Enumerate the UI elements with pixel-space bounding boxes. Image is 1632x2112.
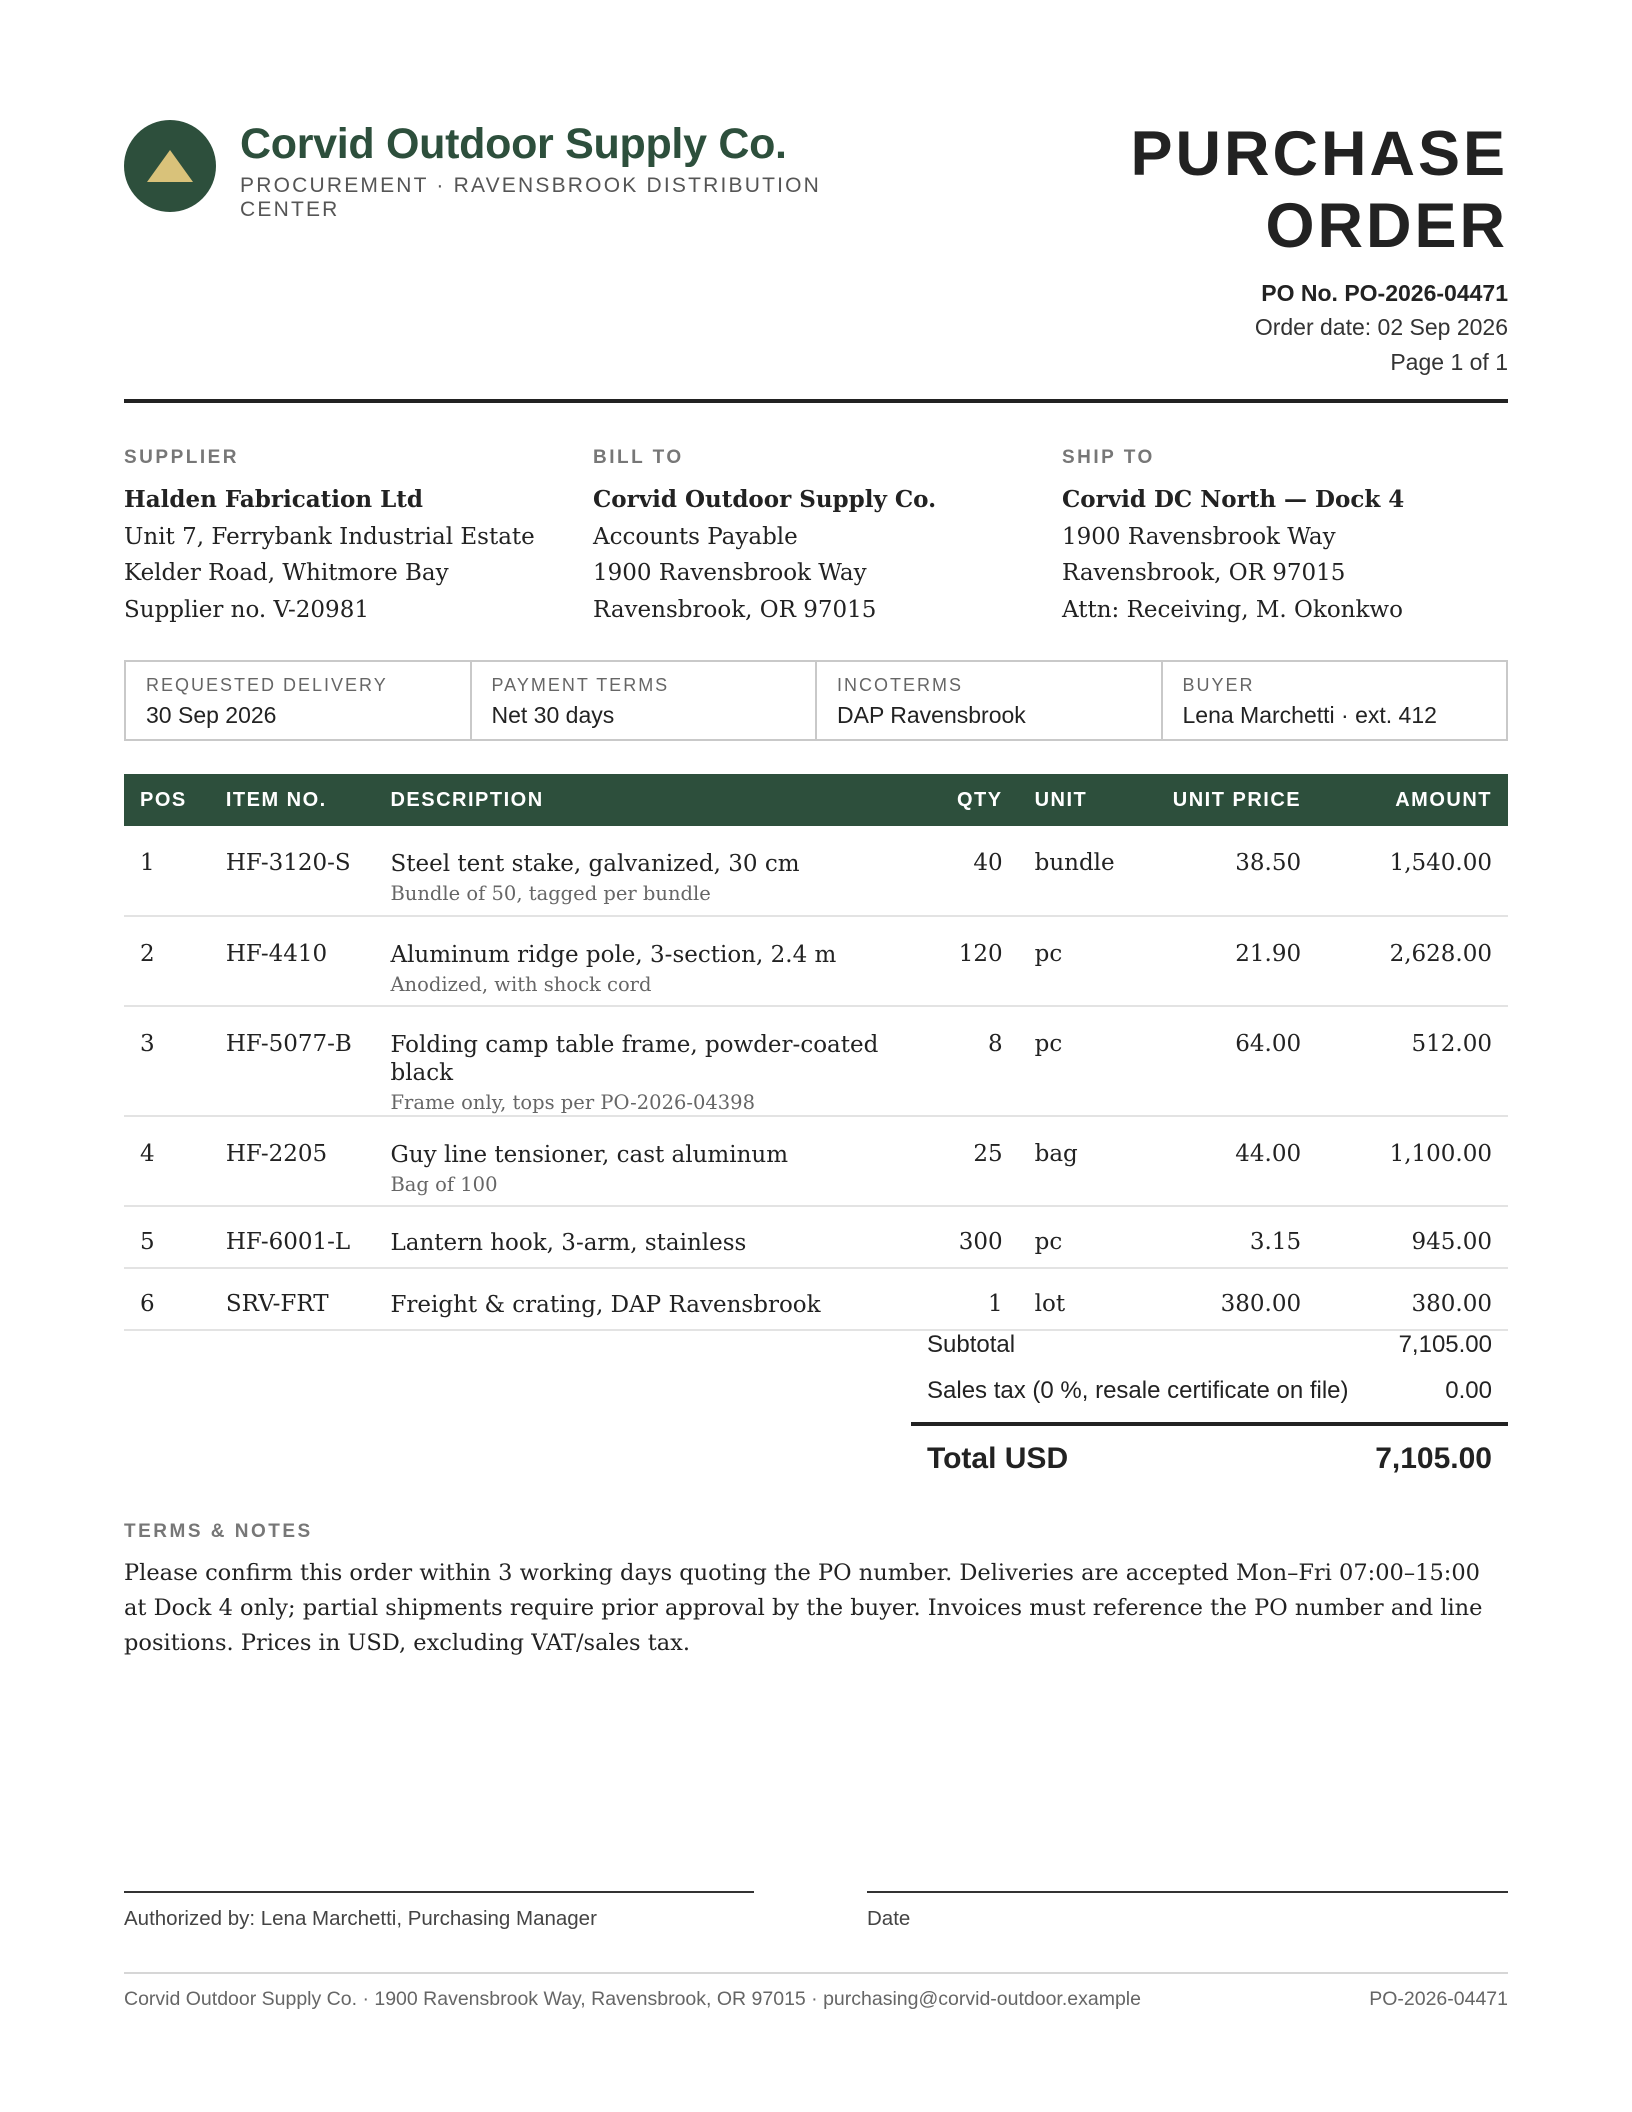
cell-amount: 1,540.00 xyxy=(1317,826,1508,916)
cell-pos: 5 xyxy=(124,1206,210,1268)
buyer-cell xyxy=(1163,662,1507,739)
cell-pos: 3 xyxy=(124,1006,210,1116)
supplier-label: SUPPLIER xyxy=(124,447,240,468)
cell-qty: 40 xyxy=(937,826,1019,916)
cell-pos: 2 xyxy=(124,916,210,1006)
item-description: Guy line tensioner, cast aluminum xyxy=(390,1142,789,1168)
bill-to-line: Ravensbrook, OR 97015 xyxy=(593,596,877,623)
subtotal-label: Subtotal xyxy=(927,1331,1016,1358)
meta-label: INCOTERMS xyxy=(837,675,963,695)
table-row xyxy=(124,1116,1508,1206)
tax-value: 0.00 xyxy=(1445,1377,1492,1404)
cell-item-no: SRV-FRT xyxy=(210,1268,375,1330)
company-subtitle: PROCUREMENT · RAVENSBROOK DISTRIBUTION CENTER xyxy=(240,174,822,221)
cell-unit-price: 21.90 xyxy=(1131,916,1317,1006)
cell-item-no: HF-4410 xyxy=(210,916,375,1006)
po-number: PO No. PO-2026-04471 xyxy=(1261,280,1508,306)
table-row xyxy=(124,1206,1508,1268)
meta-label: REQUESTED DELIVERY xyxy=(146,675,388,695)
payment-terms-value: Net 30 days xyxy=(491,702,615,728)
cell-amount: 945.00 xyxy=(1317,1206,1508,1268)
cell-description xyxy=(374,826,936,916)
cell-item-no: HF-6001-L xyxy=(210,1206,375,1268)
cell-unit: bag xyxy=(1019,1116,1131,1206)
table-row xyxy=(124,826,1508,916)
table-row xyxy=(124,1006,1508,1116)
item-note: Frame only, tops per PO-2026-04398 xyxy=(390,1091,755,1114)
date-signature-line: Date xyxy=(867,1891,1508,1933)
ship-to-block xyxy=(1062,446,1502,628)
page-number: Page 1 of 1 xyxy=(1390,349,1508,375)
col-header-unit: UNIT xyxy=(1019,774,1131,826)
bill-to-line: 1900 Ravensbrook Way xyxy=(593,560,867,586)
supplier-name: Halden Fabrication Ltd xyxy=(124,486,423,513)
cell-unit: pc xyxy=(1019,1006,1131,1116)
table-header-row xyxy=(124,774,1508,826)
cell-pos: 4 xyxy=(124,1116,210,1206)
order-date: Order date: 02 Sep 2026 xyxy=(1254,314,1508,340)
item-note: Bag of 100 xyxy=(390,1173,498,1196)
terms-label: TERMS & NOTES xyxy=(124,1521,313,1542)
meta-label: BUYER xyxy=(1182,675,1255,695)
col-header-item: ITEM NO. xyxy=(210,774,375,826)
incoterms-value: DAP Ravensbrook xyxy=(837,702,1026,728)
cell-amount: 2,628.00 xyxy=(1317,916,1508,1006)
col-header-qty: QTY xyxy=(937,774,1019,826)
cell-unit: pc xyxy=(1019,1206,1131,1268)
cell-qty: 300 xyxy=(937,1206,1019,1268)
authorized-signature-line: Authorized by: Lena Marchetti, Purchasing Manager xyxy=(124,1891,754,1933)
item-description: Steel tent stake, galvanized, 30 cm xyxy=(390,851,800,877)
total-value: 7,105.00 xyxy=(1375,1442,1492,1475)
total-row xyxy=(911,1426,1508,1478)
item-description: Aluminum ridge pole, 3-section, 2.4 m xyxy=(390,942,837,968)
supplier-block xyxy=(124,446,564,628)
cell-description xyxy=(374,916,936,1006)
terms-text: Please confirm this order within 3 working days quoting the PO number. Deliveries are accepted Mon–Fri 07:00–15:00 at Dock 4 only; partial shipments require prior approval by the buyer. Invoices must reference the PO number and line positions. Prices in USD, excluding VAT/sales tax. xyxy=(124,1560,1483,1656)
document-title-line2: ORDER xyxy=(1265,191,1508,261)
ship-to-line: Ravensbrook, OR 97015 xyxy=(1062,560,1346,586)
cell-description xyxy=(374,1206,936,1268)
line-items-table xyxy=(124,774,1508,1331)
bill-to-line: Accounts Payable xyxy=(593,523,798,550)
col-header-pos: POS xyxy=(124,774,210,826)
subtotal-value: 7,105.00 xyxy=(1398,1331,1492,1358)
col-header-unit-price: UNIT PRICE xyxy=(1131,774,1317,826)
supplier-address-line: Unit 7, Ferrybank Industrial Estate xyxy=(124,523,535,550)
payment-terms-cell xyxy=(472,662,818,739)
cell-amount: 380.00 xyxy=(1317,1268,1508,1330)
item-note: Bundle of 50, tagged per bundle xyxy=(390,882,711,905)
cell-qty: 8 xyxy=(937,1006,1019,1116)
bill-to-block xyxy=(593,446,1033,628)
document-title-line1: PURCHASE xyxy=(1130,119,1508,189)
cell-amount: 1,100.00 xyxy=(1317,1116,1508,1206)
total-label: Total USD xyxy=(927,1442,1069,1475)
cell-unit: bundle xyxy=(1019,826,1131,916)
bill-to-name: Corvid Outdoor Supply Co. xyxy=(593,486,937,513)
tax-label: Sales tax (0 %, resale certificate on file) xyxy=(927,1377,1349,1404)
header-divider xyxy=(124,399,1508,403)
supplier-number: Supplier no. V-20981 xyxy=(124,596,369,623)
cell-qty: 25 xyxy=(937,1116,1019,1206)
cell-unit-price: 38.50 xyxy=(1131,826,1317,916)
cell-unit: pc xyxy=(1019,916,1131,1006)
incoterms-cell xyxy=(817,662,1163,739)
footer-address: Corvid Outdoor Supply Co. · 1900 Ravensbrook Way, Ravensbrook, OR 97015 · purchasing@corvid-outdoor.example xyxy=(124,1988,1141,2010)
cell-unit: lot xyxy=(1019,1268,1131,1330)
bill-to-label: BILL TO xyxy=(593,447,684,468)
tax-row xyxy=(911,1368,1508,1414)
mountain-triangle-icon xyxy=(124,120,216,212)
requested-delivery-value: 30 Sep 2026 xyxy=(146,702,277,728)
cell-qty: 1 xyxy=(937,1268,1019,1330)
item-description: Lantern hook, 3-arm, stainless xyxy=(390,1230,747,1256)
cell-item-no: HF-5077-B xyxy=(210,1006,375,1116)
ship-to-label: SHIP TO xyxy=(1062,447,1155,468)
ship-to-attn: Attn: Receiving, M. Okonkwo xyxy=(1062,596,1403,623)
cell-description xyxy=(374,1268,936,1330)
totals-block xyxy=(911,1322,1508,1478)
page-footer xyxy=(124,1986,1508,2012)
item-note: Anodized, with shock cord xyxy=(390,973,652,996)
col-header-amount: AMOUNT xyxy=(1317,774,1508,826)
footer-divider xyxy=(124,1972,1508,1974)
item-description: Freight & crating, DAP Ravensbrook xyxy=(390,1292,821,1318)
company-name: Corvid Outdoor Supply Co. xyxy=(240,120,787,168)
cell-unit-price: 3.15 xyxy=(1131,1206,1317,1268)
footer-po-number: PO-2026-04471 xyxy=(1369,1988,1508,2010)
ship-to-name: Corvid DC North — Dock 4 xyxy=(1062,486,1405,513)
cell-amount: 512.00 xyxy=(1317,1006,1508,1116)
cell-qty: 120 xyxy=(937,916,1019,1006)
cell-description xyxy=(374,1006,936,1116)
table-row xyxy=(124,1268,1508,1330)
cell-unit-price: 380.00 xyxy=(1131,1268,1317,1330)
meta-label: PAYMENT TERMS xyxy=(491,675,670,695)
col-header-description: DESCRIPTION xyxy=(374,774,936,826)
item-description: Folding camp table frame, powder-coated black xyxy=(390,1032,879,1086)
requested-delivery-cell xyxy=(126,662,472,739)
company-logo xyxy=(124,120,216,212)
terms-section xyxy=(124,1520,1508,1661)
po-header xyxy=(1130,118,1508,380)
order-meta-box xyxy=(124,660,1508,741)
cell-unit-price: 64.00 xyxy=(1131,1006,1317,1116)
cell-item-no: HF-2205 xyxy=(210,1116,375,1206)
cell-description xyxy=(374,1116,936,1206)
supplier-address-line: Kelder Road, Whitmore Bay xyxy=(124,560,449,586)
cell-unit-price: 44.00 xyxy=(1131,1116,1317,1206)
cell-item-no: HF-3120-S xyxy=(210,826,375,916)
ship-to-line: 1900 Ravensbrook Way xyxy=(1062,523,1336,550)
company-brand xyxy=(124,120,840,222)
buyer-value: Lena Marchetti · ext. 412 xyxy=(1182,702,1437,728)
subtotal-row xyxy=(911,1322,1508,1368)
cell-pos: 1 xyxy=(124,826,210,916)
table-row xyxy=(124,916,1508,1006)
cell-pos: 6 xyxy=(124,1268,210,1330)
